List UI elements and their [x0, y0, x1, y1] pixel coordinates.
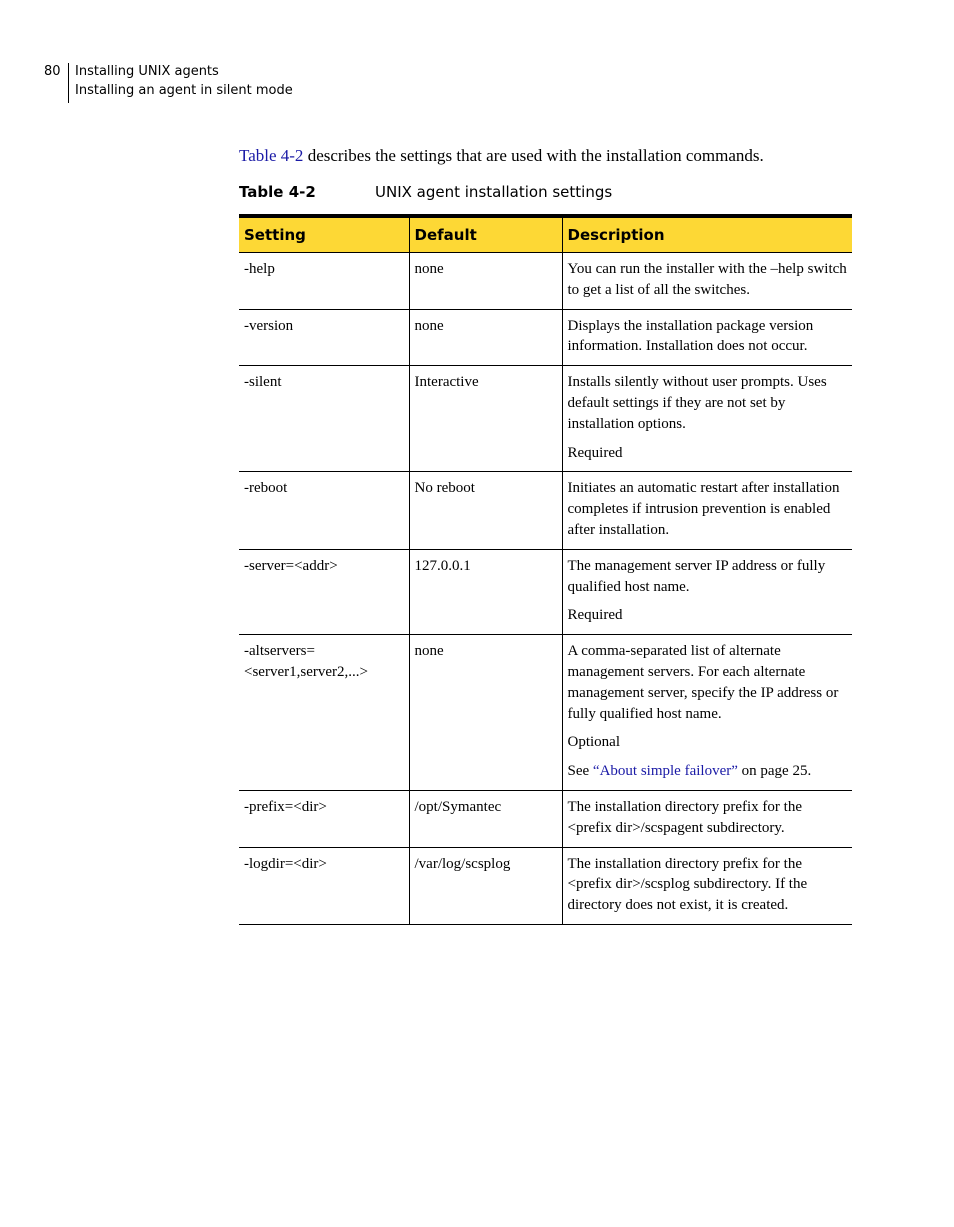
setting-cell: -version [239, 309, 409, 366]
default-cell: /var/log/scsplog [409, 847, 562, 924]
description-cell [562, 847, 852, 924]
table-row [239, 847, 852, 924]
section-title: Installing an agent in silent mode [75, 83, 293, 98]
setting-cell: -reboot [239, 472, 409, 549]
default-cell: Interactive [409, 366, 562, 472]
simple-failover-link[interactable]: “About simple failover” [592, 763, 738, 780]
table-row [239, 309, 852, 366]
table-row [239, 253, 852, 310]
see-also [568, 761, 848, 782]
default-cell: No reboot [409, 472, 562, 549]
page-number: 80 [44, 64, 61, 79]
see-prefix: See [567, 763, 593, 780]
chapter-title: Installing UNIX agents [75, 64, 219, 79]
setting-cell: -server=<addr> [239, 549, 409, 634]
header-rule [68, 63, 69, 103]
setting-cell: -silent [239, 366, 409, 472]
table-header-row [239, 216, 852, 253]
description-cell [562, 635, 852, 791]
see-suffix: on page 25. [737, 763, 812, 780]
table-row [239, 549, 852, 634]
settings-table [239, 214, 852, 925]
column-header-setting: Setting [239, 216, 409, 253]
default-cell: /opt/Symantec [409, 790, 562, 847]
description-text: The installation directory prefix for the <prefix dir>/scspagent subdirectory. [567, 798, 802, 836]
description-cell [562, 253, 852, 310]
table-reference-link[interactable]: Table 4-2 [239, 146, 304, 165]
description-text: Initiates an automatic restart after installation completes if intrusion prevention is enabled after installation. [567, 480, 840, 538]
setting-cell: -prefix=<dir> [239, 790, 409, 847]
setting-cell: -altservers= <server1,server2,...> [239, 635, 409, 791]
default-cell: none [409, 253, 562, 310]
description-cell [562, 549, 852, 634]
setting-cell: -logdir=<dir> [239, 847, 409, 924]
column-header-description: Description [562, 216, 852, 253]
table-row [239, 790, 852, 847]
setting-cell: -help [239, 253, 409, 310]
table-caption-title: UNIX agent installation settings [375, 183, 613, 201]
description-text: The management server IP address or fully qualified host name. [567, 557, 826, 595]
default-cell: 127.0.0.1 [409, 549, 562, 634]
description-cell [562, 366, 852, 472]
description-cell [562, 309, 852, 366]
description-note: Optional [567, 734, 620, 751]
table-row [239, 635, 852, 791]
description-note: Required [567, 444, 623, 461]
column-header-default: Default [409, 216, 562, 253]
description-cell [562, 472, 852, 549]
intro-paragraph [239, 146, 764, 166]
intro-text: describes the settings that are used with the installation commands. [303, 146, 764, 165]
description-note: Required [567, 607, 623, 624]
description-text: The installation directory prefix for the <prefix dir>/scsplog subdirectory. If the directory does not exist, it is created. [567, 855, 808, 914]
table-row [239, 366, 852, 472]
default-cell: none [409, 309, 562, 366]
description-text: A comma-separated list of alternate management servers. For each alternate management server, specify the IP address or fully qualified host name. [567, 643, 839, 722]
description-text: Displays the installation package version information. Installation does not occur. [567, 317, 814, 355]
description-text: Installs silently without user prompts. Uses default settings if they are not set by installation options. [567, 374, 827, 432]
table-row [239, 472, 852, 549]
description-text: You can run the installer with the –help switch to get a list of all the switches. [567, 261, 847, 298]
default-cell: none [409, 635, 562, 791]
table-caption-label: Table 4-2 [239, 183, 316, 201]
description-cell [562, 790, 852, 847]
